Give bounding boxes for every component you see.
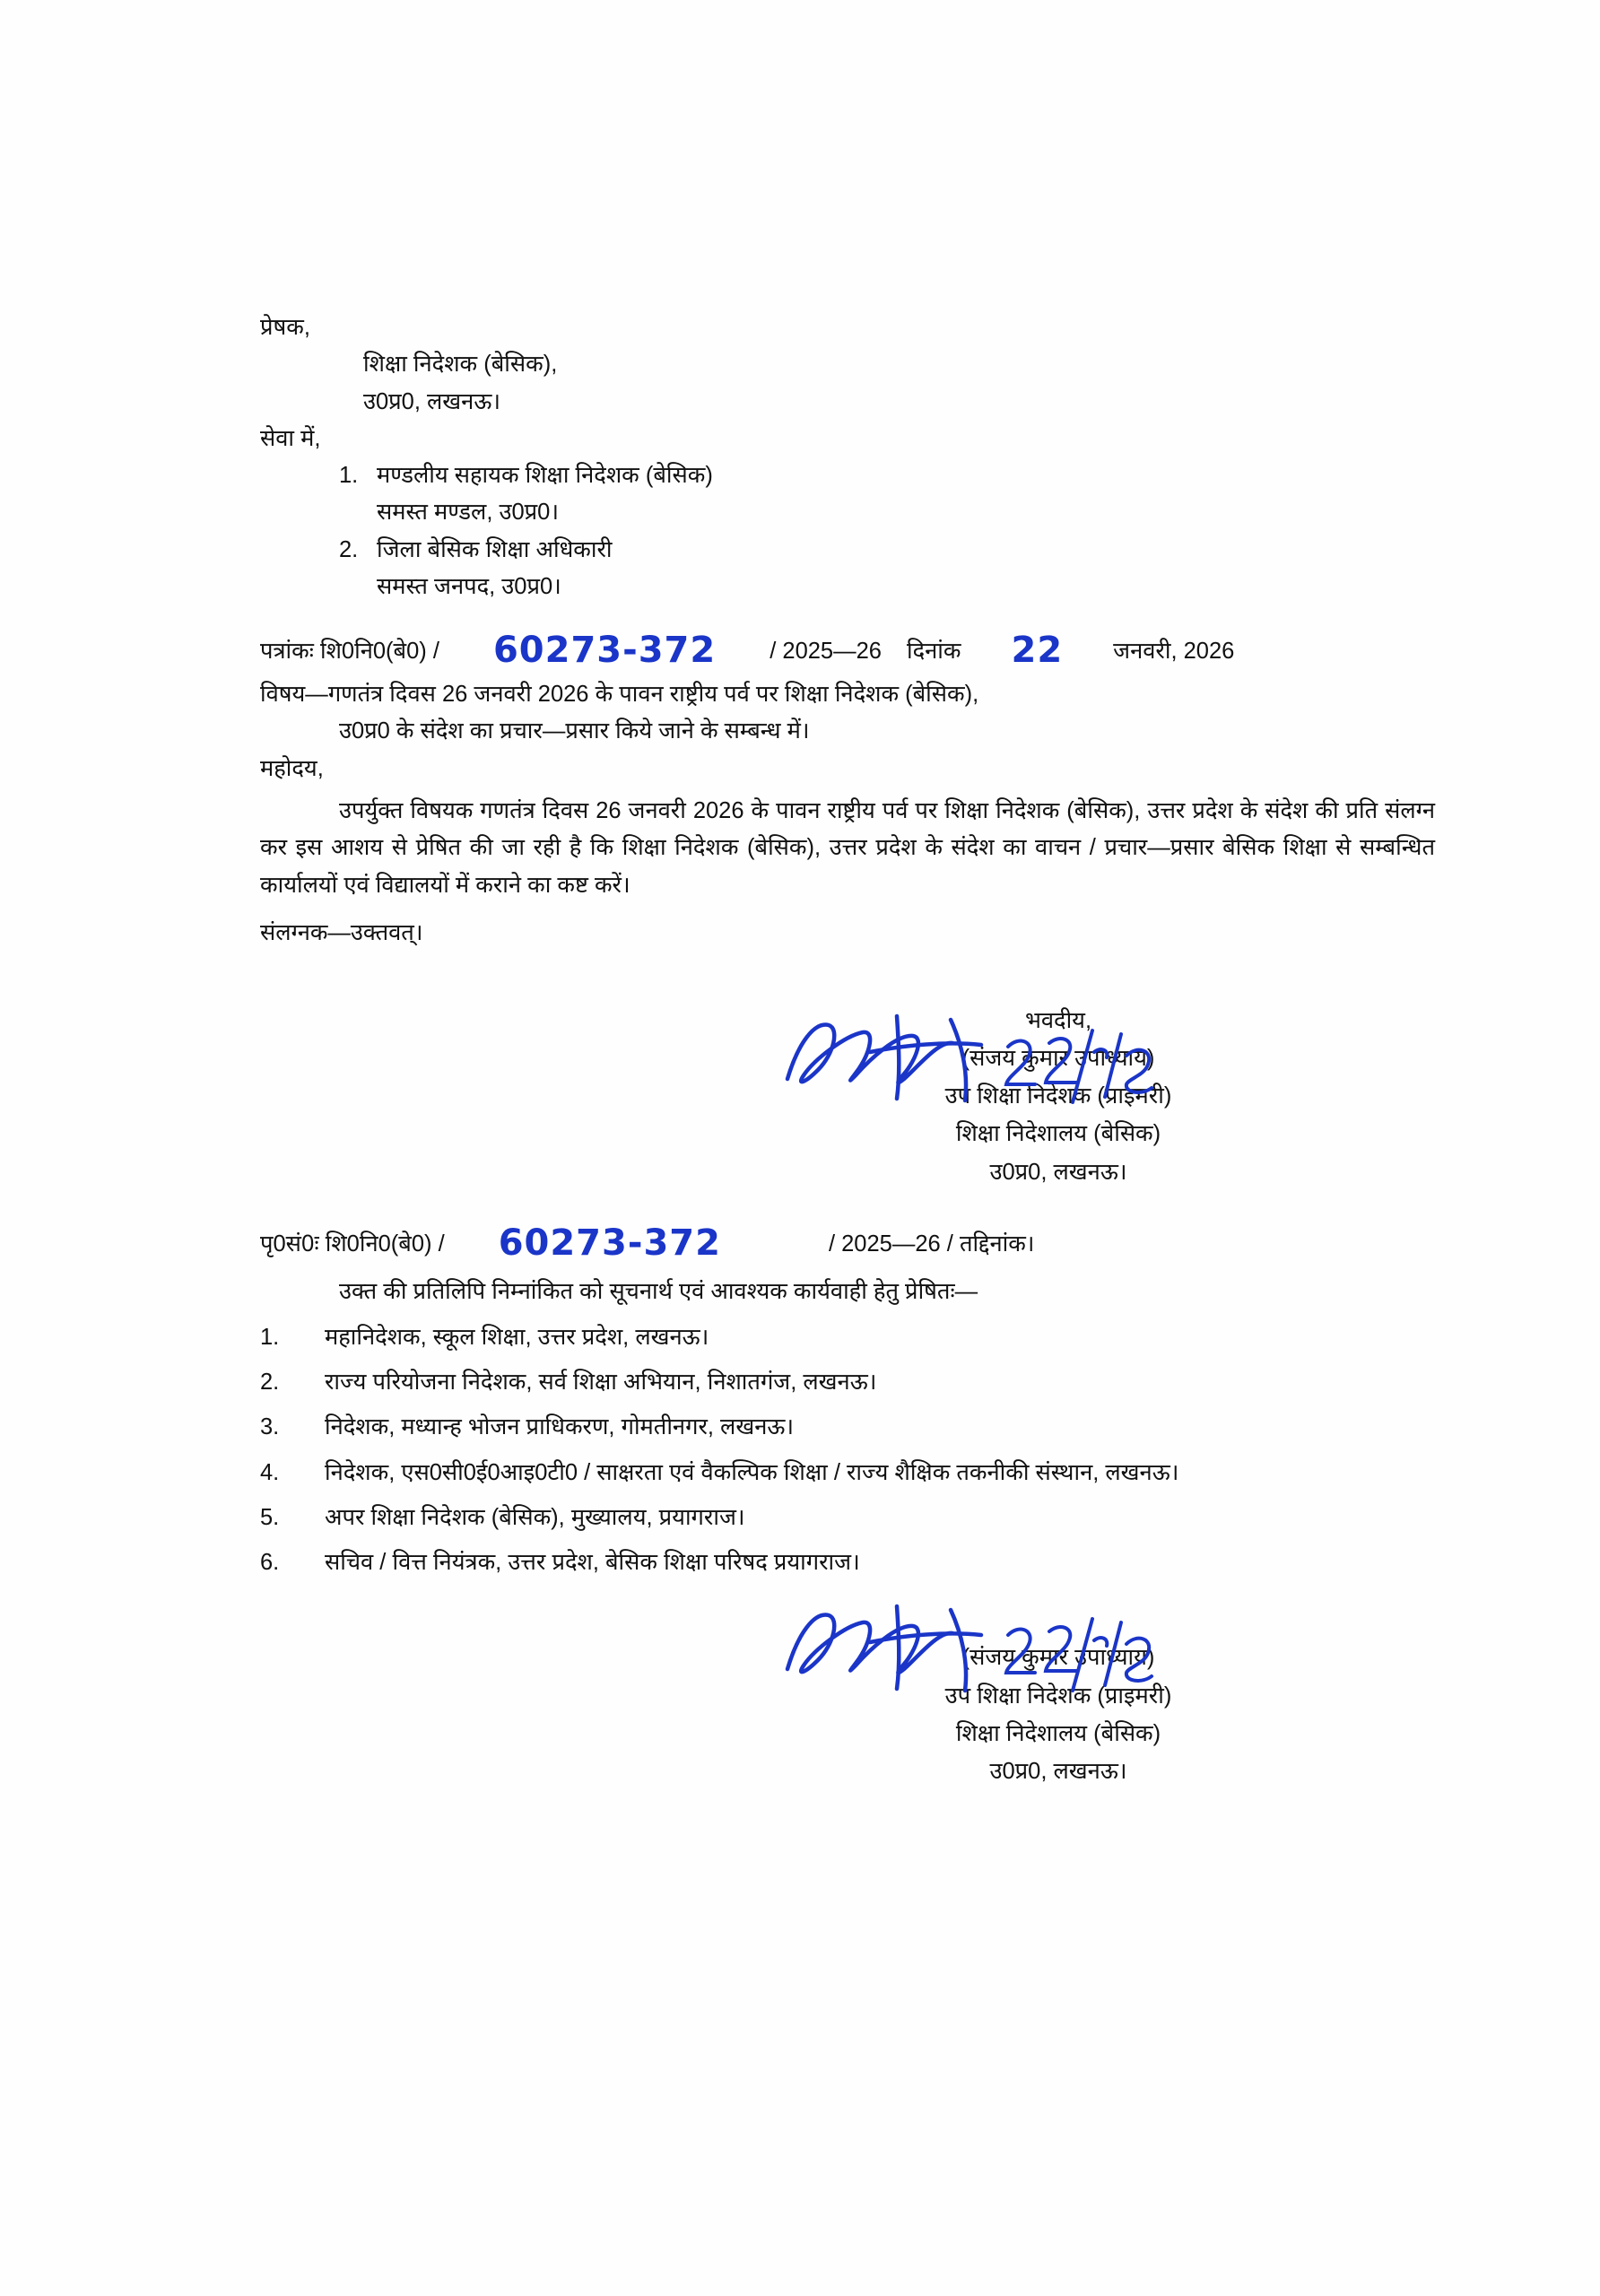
signer-place-1: उ0प्र0, लखनऊ। xyxy=(989,1159,1127,1185)
copy-item-number: 1. xyxy=(260,1324,280,1350)
to-label: सेवा में, xyxy=(260,425,321,451)
copy-item-number: 4. xyxy=(260,1459,280,1485)
signer-name-2: (संजय कुमार उपाध्याय) xyxy=(961,1645,1155,1671)
endorsement-suffix: / 2025—26 / तद्दिनांक। xyxy=(828,1231,1035,1257)
signer-office-2: शिक्षा निदेशालय (बेसिक) xyxy=(955,1720,1161,1746)
subject-text-1: गणतंत्र दिवस 26 जनवरी 2026 के पावन राष्ट्रीय पर्व पर शिक्षा निदेशक (बेसिक), xyxy=(327,682,979,708)
copy-list-item xyxy=(260,1319,1435,1356)
signature-block-1 xyxy=(260,1002,1435,1190)
letter-body xyxy=(260,309,1435,1790)
signer-designation-2: उप शिक्षा निदेशक (प्राइमरी) xyxy=(944,1683,1172,1709)
subject-text-2: उ0प्र0 के संदेश का प्रचार—प्रसार किये जाने के सम्बन्ध में। xyxy=(339,718,810,744)
signer-name-1: (संजय कुमार उपाध्याय) xyxy=(961,1046,1155,1072)
letter-number-prefix: पत्रांकः शि0नि0(बे0) / xyxy=(260,639,439,665)
recipient-item-1 xyxy=(339,457,1435,494)
copy-item-number: 6. xyxy=(260,1550,280,1576)
signer-designation-1: उप शिक्षा निदेशक (प्राइमरी) xyxy=(944,1083,1172,1109)
from-label: प्रेषक, xyxy=(260,315,310,340)
copy-item-text: राज्य परियोजना निदेशक, सर्व शिक्षा अभियान, निशातगंज, लखनऊ। xyxy=(325,1369,877,1395)
subject-line xyxy=(260,676,1435,713)
letter-number-line xyxy=(260,618,1435,676)
closing-1: भवदीय, xyxy=(1024,1008,1092,1034)
endorsement-handwritten-number: 60273-372 xyxy=(498,1222,721,1264)
copy-item-text: निदेशक, मध्यान्ह भोजन प्राधिकरण, गोमतीनगर, लखनऊ। xyxy=(325,1414,795,1440)
recipient-subline-2: समस्त जनपद, उ0प्र0। xyxy=(377,574,561,600)
copy-list-item xyxy=(260,1364,1435,1401)
recipient-text-2: जिला बेसिक शिक्षा अधिकारी xyxy=(377,536,613,562)
from-line-2: उ0प्र0, लखनऊ। xyxy=(363,388,500,414)
letter-number-year: / 2025—26 xyxy=(770,639,882,665)
copy-list-item xyxy=(260,1409,1435,1446)
enclosure-line: संलग्नक—उक्तवत्। xyxy=(260,919,423,945)
subject-label: विषय— xyxy=(260,682,328,708)
recipient-item-2 xyxy=(339,532,1435,569)
copy-item-text: महानिदेशक, स्कूल शिक्षा, उत्तर प्रदेश, लखनऊ। xyxy=(325,1324,709,1350)
signer-place-2: उ0प्र0, लखनऊ। xyxy=(989,1758,1127,1784)
copy-item-text: सचिव / वित्त नियंत्रक, उत्तर प्रदेश, बेसिक शिक्षा परिषद प्रयागराज। xyxy=(325,1550,860,1576)
endorsement-prefix: पृ0सं0ः शि0नि0(बे0) / xyxy=(260,1231,445,1257)
copy-list-item xyxy=(260,1455,1435,1492)
endorsement-line xyxy=(260,1211,1435,1269)
letter-date-handwritten: 22 xyxy=(1011,630,1064,672)
from-line-1: शिक्षा निदेशक (बेसिक), xyxy=(363,352,558,378)
copy-list-item xyxy=(260,1500,1435,1536)
copy-item-text: अपर शिक्षा निदेशक (बेसिक), मुख्यालय, प्रयागराज। xyxy=(325,1504,745,1530)
recipient-subline-1: समस्त मण्डल, उ0प्र0। xyxy=(377,500,560,526)
body-text: उपर्युक्त विषयक गणतंत्र दिवस 26 जनवरी 2026 के पावन राष्ट्रीय पर्व पर शिक्षा निदेशक (बेसिक), उत्तर प्रदेश के संदेश की प्रति संलग्न कर इस आशय से प्रेषित की जा रही है कि शिक्षा निदेशक (बेसिक), उत्तर प्रदेश के संदेश का वाचन / प्रचार—प्रसार बेसिक शिक्षा से सम्बन्धित कार्यालयों एवं विद्यालयों में कराने का कष्ट करें। xyxy=(260,798,1435,898)
letter-month-year: जनवरी, 2026 xyxy=(1113,639,1235,665)
signer-office-1: शिक्षा निदेशालय (बेसिक) xyxy=(955,1121,1161,1147)
salutation: महोदय, xyxy=(260,755,324,781)
copy-item-number: 5. xyxy=(260,1504,280,1530)
copy-list xyxy=(260,1319,1435,1582)
endorsement-intro: उक्त की प्रतिलिपि निम्नांकित को सूचनार्थ एवं आवश्यक कार्यवाही हेतु प्रेषितः— xyxy=(339,1279,978,1305)
recipient-number-1: 1. xyxy=(339,463,359,489)
letter-number-handwritten: 60273-372 xyxy=(492,630,717,672)
recipient-text-1: मण्डलीय सहायक शिक्षा निदेशक (बेसिक) xyxy=(377,463,713,489)
copy-list-item xyxy=(260,1544,1435,1581)
recipient-number-2: 2. xyxy=(339,536,359,562)
copy-item-number: 2. xyxy=(260,1369,280,1395)
signature-block-2 xyxy=(260,1639,1435,1789)
body-paragraph xyxy=(260,793,1435,904)
letter-date-label: दिनांक xyxy=(906,639,961,665)
copy-item-number: 3. xyxy=(260,1414,280,1440)
copy-item-text: निदेशक, एस0सी0ई0आइ0टी0 / साक्षरता एवं वैकल्पिक शिक्षा / राज्य शैक्षिक तकनीकी संस्थान, लखनऊ। xyxy=(325,1459,1179,1485)
